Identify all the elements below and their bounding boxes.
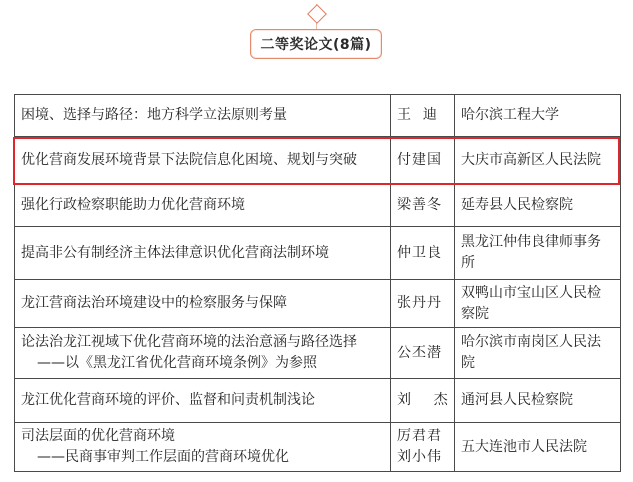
- author-cell: [391, 328, 455, 379]
- table-row: [15, 227, 621, 280]
- table-row: [15, 379, 621, 423]
- organization-name: 延寿县人民检察院: [461, 196, 573, 213]
- section-header: [0, 0, 633, 70]
- section-title-badge: [250, 29, 382, 59]
- paper-title-cell: [15, 137, 391, 184]
- author-name: 仲卫良: [397, 244, 442, 261]
- author-name: 梁善冬: [397, 196, 442, 213]
- table-row: [15, 95, 621, 137]
- paper-title: 强化行政检察职能助力优化营商环境: [21, 196, 245, 213]
- organization-cell: [455, 184, 621, 227]
- organization-name: 五大连池市人民法院: [461, 438, 587, 455]
- paper-title-cell: [15, 184, 391, 227]
- paper-title-cell: [15, 423, 391, 472]
- table-row: [15, 280, 621, 328]
- organization-cell: [455, 423, 621, 472]
- author-name: 张丹丹: [397, 295, 442, 311]
- paper-title: 困境、选择与路径：地方科学立法原则考量: [21, 107, 287, 123]
- author-name: 王 迪: [397, 107, 438, 123]
- author-name: 刘小伟: [397, 449, 442, 465]
- section-title: 二等奖论文(8篇): [260, 37, 372, 53]
- paper-title: 优化营商发展环境背景下法院信息化困境、规划与突破: [21, 151, 357, 168]
- author-name: 公丕潜: [397, 344, 442, 361]
- table-row: [15, 328, 621, 379]
- author-name: 付建国: [397, 151, 442, 168]
- diamond-ornament-icon: [307, 4, 327, 24]
- award-papers-table: [14, 94, 621, 472]
- organization-name: 黑龙江仲伟良律师事务所: [461, 234, 601, 271]
- author-cell: [391, 184, 455, 227]
- author-name: 刘 杰: [397, 392, 449, 408]
- paper-title: 司法层面的优化营商环境: [21, 428, 175, 444]
- author-cell: [391, 280, 455, 328]
- paper-title-cell: [15, 95, 391, 137]
- paper-title-cell: [15, 328, 391, 379]
- organization-cell: [455, 328, 621, 379]
- author-cell: [391, 95, 455, 137]
- organization-name: 双鸭山市宝山区人民检察院: [461, 284, 601, 322]
- author-cell: [391, 423, 455, 472]
- organization-name: 哈尔滨工程大学: [461, 107, 559, 123]
- paper-title: 龙江优化营商环境的评价、监督和问责机制浅论: [21, 392, 315, 408]
- paper-title-cell: [15, 280, 391, 328]
- author-name: 厉君君: [397, 428, 442, 444]
- organization-cell: [455, 95, 621, 137]
- table-row: [15, 423, 621, 472]
- organization-name: 大庆市高新区人民法院: [461, 151, 601, 168]
- paper-title-cell: [15, 379, 391, 423]
- author-cell: [391, 227, 455, 280]
- author-cell: [391, 379, 455, 423]
- organization-name: 哈尔滨市南岗区人民法院: [461, 334, 601, 371]
- paper-subtitle: ——民商事审判工作层面的营商环境优化: [37, 449, 289, 465]
- organization-cell: [455, 137, 621, 184]
- paper-title-cell: [15, 227, 391, 280]
- organization-cell: [455, 227, 621, 280]
- paper-title: 提高非公有制经济主体法律意识优化营商法制环境: [21, 244, 329, 261]
- table-row-highlighted: [15, 137, 621, 184]
- paper-subtitle: ——以《黑龙江省优化营商环境条例》为参照: [37, 355, 317, 371]
- organization-cell: [455, 379, 621, 423]
- author-cell: [391, 137, 455, 184]
- paper-title: 龙江营商法治环境建设中的检察服务与保障: [21, 295, 287, 311]
- paper-title: 论法治龙江视域下优化营商环境的法治意涵与路径选择: [21, 334, 357, 350]
- organization-cell: [455, 280, 621, 328]
- organization-name: 通河县人民检察院: [461, 392, 573, 408]
- table-row: [15, 184, 621, 227]
